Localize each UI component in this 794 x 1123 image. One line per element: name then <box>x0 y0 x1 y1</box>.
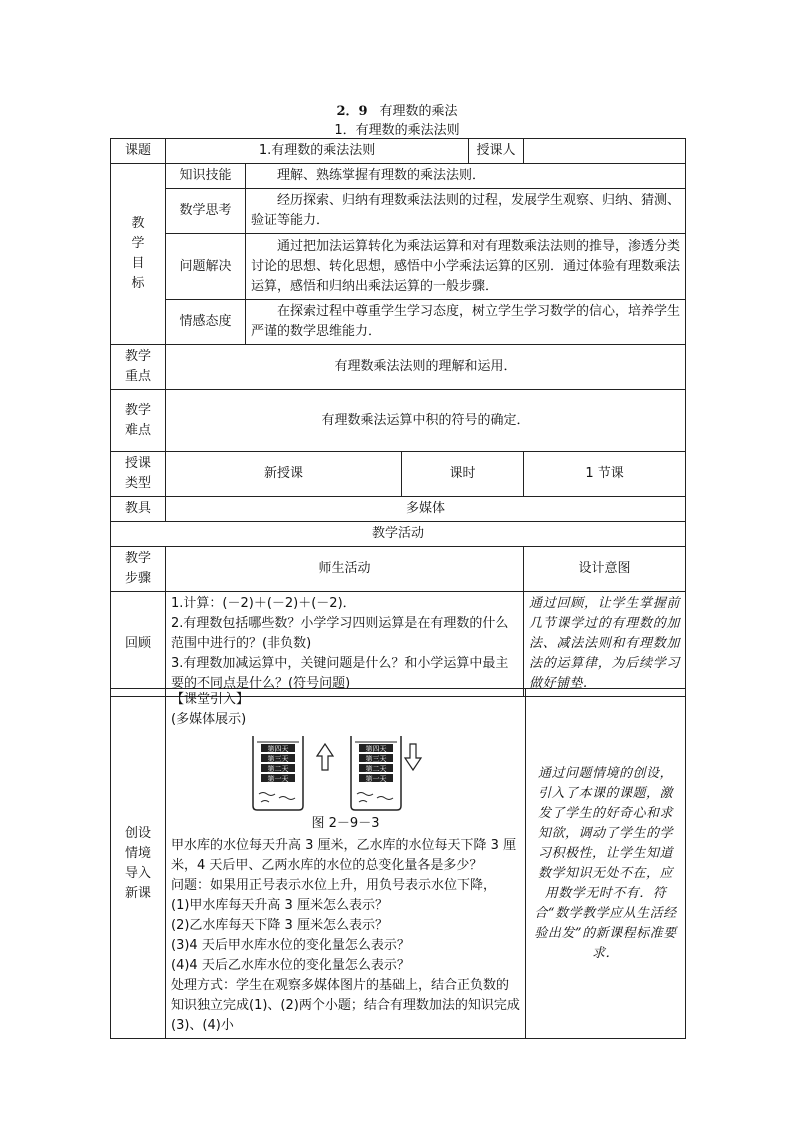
intro-content <box>166 689 526 1039</box>
goal-name-attitude: 情感态度 <box>166 300 246 345</box>
steps-label: 教学 步骤 <box>111 547 166 592</box>
key-point-text: 有理数乘法法则的理解和运用． <box>166 345 686 390</box>
topic-label: 课题 <box>111 139 166 164</box>
tank-b-label-3: 第三天 <box>365 755 386 763</box>
intro-question-2: (2)乙水库每天下降 3 厘米怎么表示？ <box>171 918 388 933</box>
intro-question-4: (4)4 天后乙水库水位的变化量怎么表示？ <box>171 958 410 973</box>
activity-heading: 教学活动 <box>111 522 686 547</box>
tank-a-label-4: 第四天 <box>267 745 288 753</box>
review-line-1: 1.计算：(－2)＋(－2)＋(－2)． <box>171 596 356 611</box>
section-title <box>0 100 794 119</box>
review-label: 回顾 <box>111 592 166 697</box>
review-line-2: 2.有理数包括哪些数？小学学习四则运算是在有理数的什么范围中进行的？(非负数) <box>171 616 509 651</box>
review-line-3: 3.有理数加减运算中，关键问题是什么？和小学运算中最主要的不同点是什么？(符号问题) <box>171 656 509 691</box>
goal-name-problem: 问题解决 <box>166 234 246 300</box>
difficulty-label: 教学 难点 <box>111 390 166 452</box>
goals-label: 教 学 目 标 <box>111 164 166 345</box>
intro-question-3: (3)4 天后甲水库水位的变化量怎么表示？ <box>171 938 410 953</box>
intro-paragraph-2: 问题：如果用正号表示水位上升，用负号表示水位下降， <box>171 878 497 893</box>
section-title-text: 有理数的乘法 <box>379 104 458 119</box>
period-value: 1 节课 <box>524 452 686 497</box>
reservoir-b <box>351 736 401 810</box>
goal-name-thinking: 数学思考 <box>166 189 246 234</box>
down-arrow-icon <box>405 744 421 770</box>
tank-a-label-3: 第三天 <box>267 755 288 763</box>
lesson-plan-table-1 <box>110 138 686 697</box>
intro-media: (多媒体展示) <box>171 712 247 727</box>
goal-text-knowledge: 理解、熟练掌握有理数的乘法法则． <box>246 164 686 189</box>
subtitle: 1．有理数的乘法法则 <box>334 123 460 138</box>
goal-text-thinking: 经历探索、归纳有理数乘法法则的过程，发展学生观察、归纳、猜测、验证等能力． <box>246 189 686 234</box>
tank-b-label-4: 第四天 <box>365 745 386 753</box>
lesson-plan-table-2 <box>110 688 686 1039</box>
goal-text-attitude: 在探索过程中尊重学生学习态度，树立学生学习数学的信心，培养学生严谨的数学思维能力． <box>246 300 686 345</box>
intro-heading: 【课堂引入】 <box>171 692 250 707</box>
intro-paragraph-1: 甲水库的水位每天升高 3 厘米，乙水库的水位每天下降 3 厘米，4 天后甲、乙两水库的水位的总变化量各是多少？ <box>171 838 517 873</box>
goal-name-knowledge: 知识技能 <box>166 164 246 189</box>
review-design: 通过回顾，让学生掌握前几节课学过的有理数的加法、减法法则和有理数加法的运算律，为后续学习做好铺垫. <box>524 592 686 697</box>
key-point-label: 教学 重点 <box>111 345 166 390</box>
topic-value: 1.有理数的乘法法则 <box>166 139 469 164</box>
tank-a-label-2: 第二天 <box>267 765 288 773</box>
reservoir-figure <box>251 734 441 812</box>
intro-label: 创设 情境 导入 新课 <box>111 689 166 1039</box>
reservoir-a <box>253 736 303 810</box>
lesson-type-value: 新授课 <box>166 452 402 497</box>
intro-paragraph-method: 处理方式：学生在观察多媒体图片的基础上，结合正负数的知识独立完成(1)、(2)两个小题；结合有理数加法的知识完成(3)、(4)小 <box>171 978 520 1033</box>
tools-label: 教具 <box>111 497 166 522</box>
intro-question-1: (1)甲水库每天升高 3 厘米怎么表示？ <box>171 898 388 913</box>
tank-a-label-1: 第一天 <box>267 775 288 783</box>
intro-design: 通过问题情境的创设，引入了本课的课题，激发了学生的好奇心和求知欲，调动了学生的学习积极性，让学生知道数学知识无处不在，应用数学无时不有．符合“数学教学应从生活经验出发”的新课程标准要求． <box>526 689 686 1039</box>
col-teacher-student: 师生活动 <box>166 547 524 592</box>
tank-b-label-2: 第二天 <box>365 765 386 773</box>
figure-caption: 图 2－9－3 <box>311 816 380 831</box>
col-design-intent: 设计意图 <box>524 547 686 592</box>
goal-text-problem: 通过把加法运算转化为乘法运算和对有理数乘法法则的推导，渗透分类讨论的思想、转化思想，感悟中小学乘法运算的区别．通过体验有理数乘法运算，感悟和归纳出乘法运算的一般步骤． <box>246 234 686 300</box>
teacher-value <box>524 139 686 164</box>
teacher-label: 授课人 <box>469 139 524 164</box>
lesson-type-label: 授课 类型 <box>111 452 166 497</box>
section-number: 2．9 <box>336 104 368 119</box>
up-arrow-icon <box>317 744 333 770</box>
tank-b-label-1: 第一天 <box>365 775 386 783</box>
difficulty-text: 有理数乘法运算中积的符号的确定． <box>166 390 686 452</box>
review-content <box>166 592 524 697</box>
tools-value: 多媒体 <box>166 497 686 522</box>
period-label: 课时 <box>402 452 524 497</box>
